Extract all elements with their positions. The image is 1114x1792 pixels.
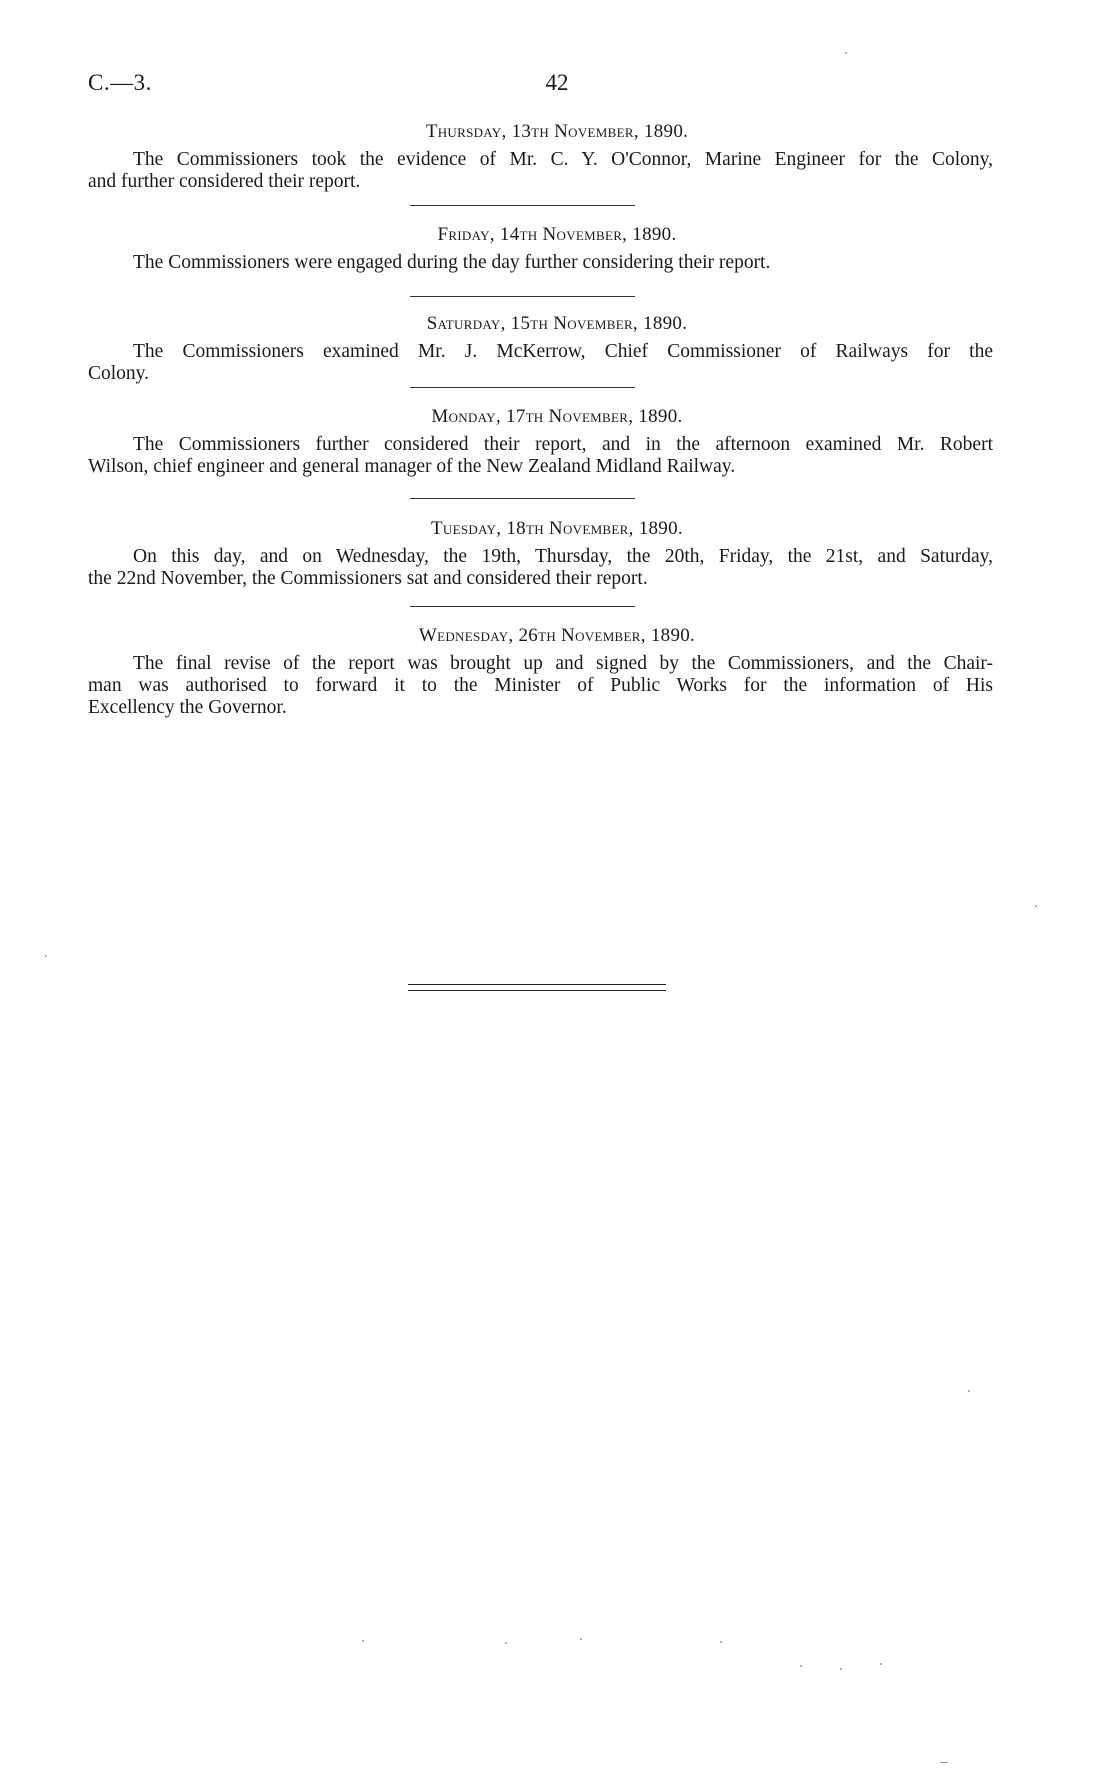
separator-rule bbox=[410, 296, 635, 297]
separator-rule bbox=[410, 387, 635, 388]
entry-paragraph-friday bbox=[88, 252, 993, 274]
entry-paragraph-monday bbox=[88, 434, 993, 478]
entry-paragraph-wednesday bbox=[88, 653, 993, 719]
separator-rule bbox=[410, 498, 635, 499]
paragraph-line: The Commissioners examined Mr. J. McKerrow, Chief Commissioner of Railways for the bbox=[133, 341, 993, 362]
separator-rule bbox=[410, 205, 635, 206]
scan-speck bbox=[968, 1390, 970, 1392]
date-heading-monday: Monday, 17th November, 1890. bbox=[431, 406, 683, 427]
parliamentary-paper-reference: C.—3. bbox=[88, 70, 152, 95]
scan-speck bbox=[845, 52, 847, 54]
scan-speck bbox=[720, 1641, 722, 1643]
entry-paragraph-saturday bbox=[88, 341, 993, 385]
date-heading-wednesday: Wednesday, 26th November, 1890. bbox=[418, 625, 696, 646]
scan-speck bbox=[45, 955, 47, 957]
paragraph-line: The Commissioners took the evidence of Mr. C. Y. O'Connor, Marine Engineer for the Colony, bbox=[133, 149, 993, 170]
date-heading-tuesday: Tuesday, 18th November, 1890. bbox=[431, 518, 683, 539]
scan-speck bbox=[362, 1640, 364, 1642]
paragraph-line: The Commissioners were engaged during the day further considering their report. bbox=[133, 252, 771, 273]
paragraph-line: Wilson, chief engineer and general manager of the New Zealand Midland Railway. bbox=[88, 456, 736, 477]
scan-speck bbox=[840, 1668, 842, 1670]
entry-paragraph-tuesday bbox=[88, 546, 993, 590]
paragraph-line: The Commissioners further considered their report, and in the afternoon examined Mr. Robert bbox=[133, 434, 993, 455]
scan-speck bbox=[505, 1642, 507, 1644]
scan-speck bbox=[880, 1663, 882, 1665]
date-heading-thursday: Thursday, 13th November, 1890. bbox=[425, 121, 689, 142]
scan-speck bbox=[580, 1638, 582, 1640]
paragraph-line: Excellency the Governor. bbox=[88, 697, 287, 718]
paragraph-line: and further considered their report. bbox=[88, 171, 361, 192]
page-number: 42 bbox=[545, 70, 569, 95]
scan-speck bbox=[1035, 905, 1037, 907]
end-double-rule-bottom bbox=[408, 990, 666, 991]
scan-speck bbox=[940, 1762, 948, 1763]
paragraph-line: Colony. bbox=[88, 363, 150, 384]
entry-paragraph-thursday bbox=[88, 149, 993, 193]
date-heading-saturday: Saturday, 15th November, 1890. bbox=[426, 313, 688, 334]
paragraph-line: On this day, and on Wednesday, the 19th, Thursday, the 20th, Friday, the 21st, and Saturday, bbox=[133, 546, 993, 567]
date-heading-friday: Friday, 14th November, 1890. bbox=[437, 224, 677, 245]
scan-speck bbox=[800, 1665, 802, 1667]
end-double-rule-top bbox=[408, 984, 666, 985]
paragraph-line: The final revise of the report was brought up and signed by the Commissioners, and the Chair- bbox=[133, 653, 993, 674]
paragraph-line: the 22nd November, the Commissioners sat and considered their report. bbox=[88, 568, 648, 589]
separator-rule bbox=[410, 606, 635, 607]
paragraph-line: man was authorised to forward it to the Minister of Public Works for the information of His bbox=[88, 675, 993, 696]
